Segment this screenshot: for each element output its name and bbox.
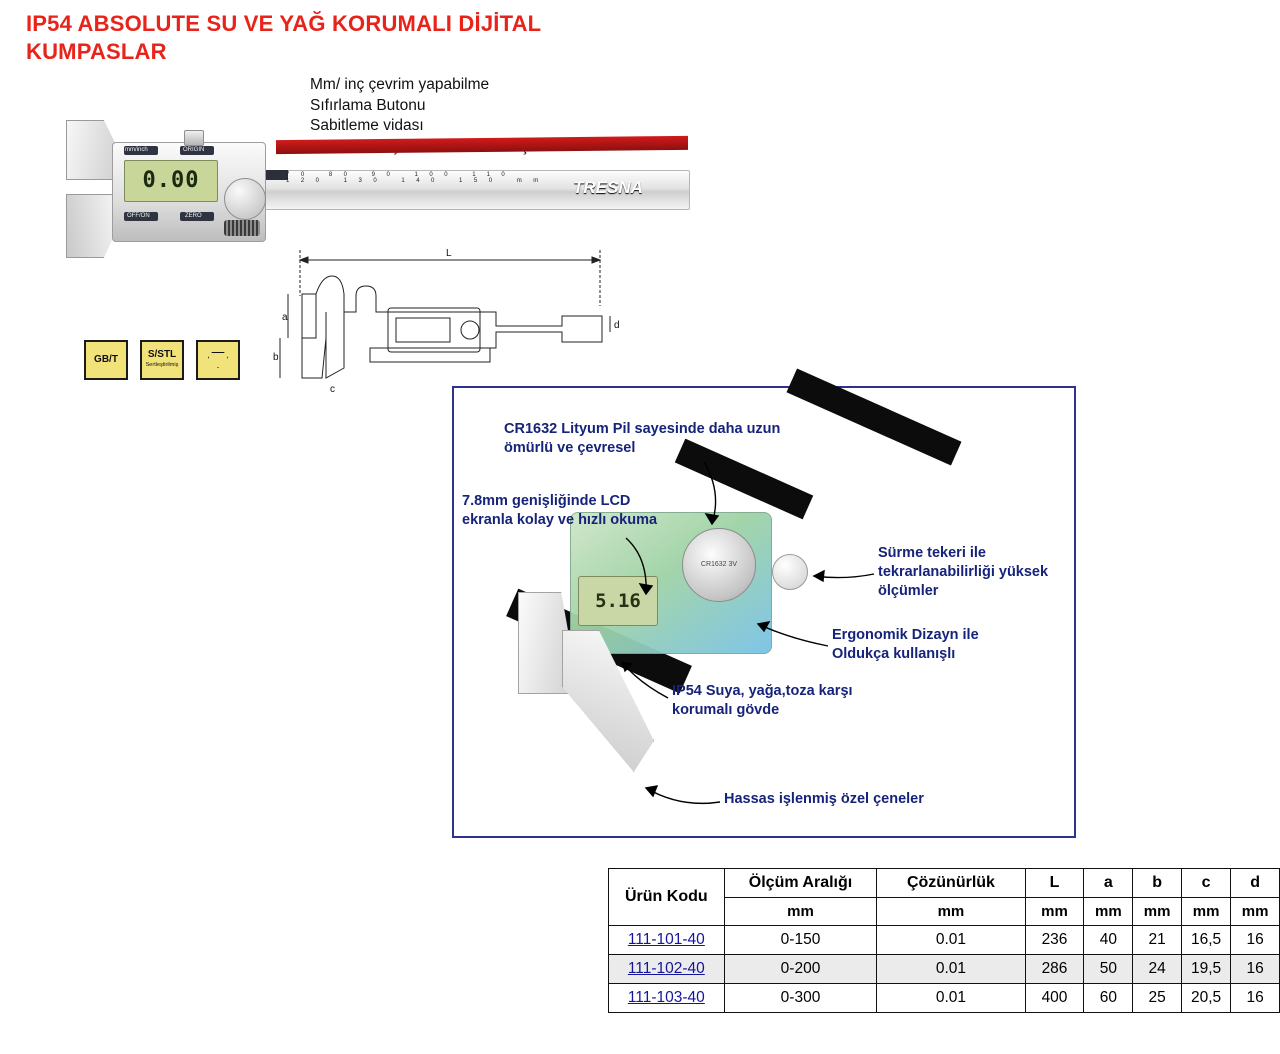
cell-resolution: 0.01	[877, 926, 1025, 955]
cell-c: 19,5	[1181, 955, 1230, 984]
callout-jaws: Hassas işlenmiş özel çeneler	[724, 791, 924, 807]
thumb-knob[interactable]	[224, 178, 266, 220]
table-header-row	[609, 869, 1280, 898]
th-d: d	[1231, 869, 1280, 898]
feature-item: Sabitleme vidası	[310, 117, 424, 134]
caliper-photo	[28, 120, 688, 245]
product-code-link[interactable]: 111-101-40	[609, 926, 725, 955]
caliper-beam-red-stripe	[276, 136, 688, 154]
cell-L: 286	[1025, 955, 1084, 984]
zero-label: ZERO	[185, 213, 202, 219]
cell-d: 16	[1231, 984, 1280, 1013]
cell-resolution: 0.01	[877, 984, 1025, 1013]
product-code-link[interactable]: 111-103-40	[609, 984, 725, 1013]
badge-stainless-sub: Sertleştirilmiş	[145, 362, 179, 368]
cell-c: 20,5	[1181, 984, 1230, 1013]
badge-hardened	[196, 340, 240, 380]
dim-label-c: c	[330, 384, 335, 395]
th-a: a	[1084, 869, 1133, 898]
lcd-display: 0.00	[124, 160, 218, 202]
unit-d: mm	[1231, 898, 1280, 926]
cell-range: 0-150	[724, 926, 877, 955]
cell-d: 16	[1231, 955, 1280, 984]
cell-range: 0-200	[724, 955, 877, 984]
callout-ip54: IP54 Suya, yağa,toza karşı korumalı gövde	[672, 683, 853, 718]
diamond-icon	[208, 352, 228, 368]
unit-c: mm	[1181, 898, 1230, 926]
cell-b: 24	[1133, 955, 1182, 984]
caliper-scale-numbers: 70 80 90 100 110 120 130 140 150 mm	[286, 172, 550, 184]
unit-range: mm	[724, 898, 877, 926]
dim-label-b: b	[273, 352, 279, 363]
badge-stainless	[140, 340, 184, 380]
feature-item: Mm/ inç çevrim yapabilme	[310, 76, 490, 93]
origin-label: ORIGIN	[183, 147, 205, 153]
cell-a: 60	[1084, 984, 1133, 1013]
callout-wheel: Sürme tekeri ile tekrarlanabilirliği yüksek ölçümler	[878, 545, 1049, 599]
table-row	[609, 984, 1280, 1013]
unit-L: mm	[1025, 898, 1084, 926]
cell-b: 25	[1133, 984, 1182, 1013]
spec-table	[608, 868, 1280, 1013]
panel-lcd-display: 5.16	[578, 576, 658, 626]
badge-stainless-label: S/STL	[147, 349, 177, 360]
th-resolution: Çözünürlük	[877, 869, 1025, 898]
callout-battery: CR1632 Lityum Pil sayesinde daha uzun ömürlü ve çevresel	[504, 421, 781, 456]
battery-cr1632: CR1632 3V	[682, 528, 756, 602]
callout-design: Ergonomik Dizayn ile Oldukça kullanışlı	[832, 627, 979, 662]
cell-b: 21	[1133, 926, 1182, 955]
feature-detail-panel	[452, 386, 1076, 838]
dim-label-d: d	[614, 320, 620, 331]
onoff-label: OFF/ON	[127, 213, 150, 219]
spec-table-wrapper	[608, 868, 1280, 1013]
th-b: b	[1133, 869, 1182, 898]
unit-resolution: mm	[877, 898, 1025, 926]
cell-range: 0-300	[724, 984, 877, 1013]
unit-a: mm	[1084, 898, 1133, 926]
cell-L: 400	[1025, 984, 1084, 1013]
cell-a: 50	[1084, 955, 1133, 984]
th-range: Ölçüm Aralığı	[724, 869, 877, 898]
cell-c: 16,5	[1181, 926, 1230, 955]
page-title: IP54 ABSOLUTE SU VE YAĞ KORUMALI DİJİTAL KUMPASLAR	[26, 11, 541, 64]
badge-gbt	[84, 340, 128, 380]
mm-inch-label: mm/inch	[125, 147, 148, 153]
feature-item: Sıfırlama Butonu	[310, 96, 426, 114]
cell-L: 236	[1025, 926, 1084, 955]
unit-b: mm	[1133, 898, 1182, 926]
dim-label-L: L	[446, 248, 452, 259]
technical-drawing	[270, 236, 630, 411]
technical-drawing-svg	[270, 236, 630, 411]
badge-gbt-label: GB/T	[94, 354, 118, 365]
table-row	[609, 926, 1280, 955]
product-code-link[interactable]: 111-102-40	[609, 955, 725, 984]
callout-lcd: 7.8mm genişliğinde LCD ekranla kolay ve hızlı okuma	[462, 493, 658, 528]
cell-d: 16	[1231, 926, 1280, 955]
th-c: c	[1181, 869, 1230, 898]
standards-badges	[84, 340, 240, 380]
cell-resolution: 0.01	[877, 955, 1025, 984]
locking-screw	[184, 130, 204, 146]
cell-a: 40	[1084, 926, 1133, 955]
brand-label: TRESNA	[573, 178, 643, 197]
th-L: L	[1025, 869, 1084, 898]
table-row	[609, 955, 1280, 984]
th-code: Ürün Kodu	[609, 869, 725, 926]
dim-label-a: a	[282, 312, 288, 323]
thumb-roller[interactable]	[224, 220, 260, 236]
